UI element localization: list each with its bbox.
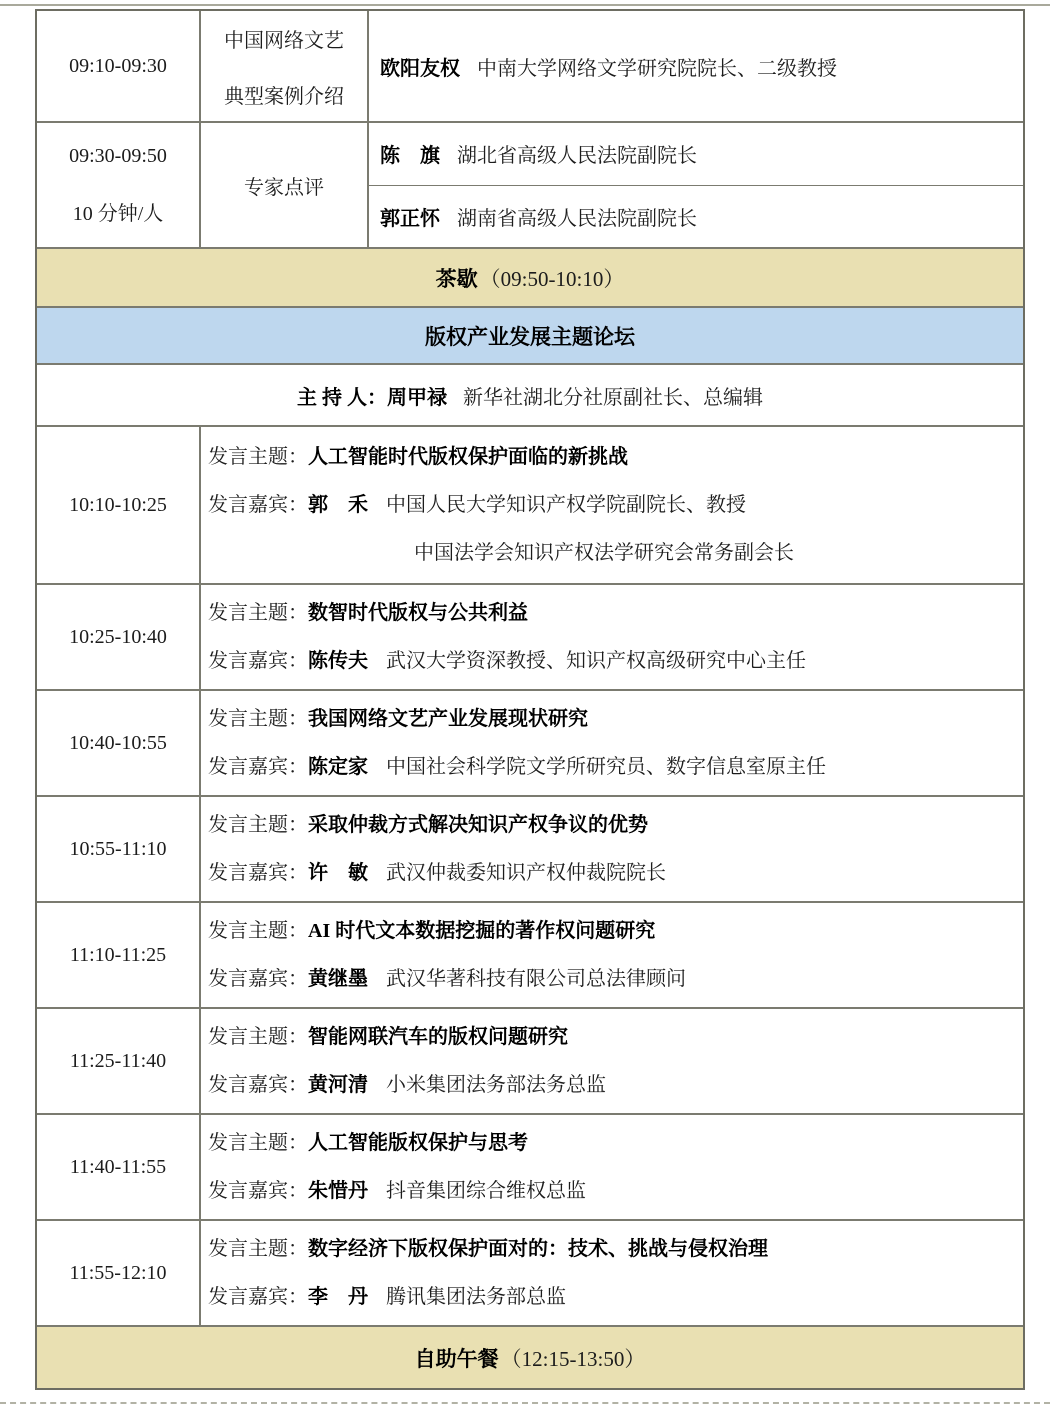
session-guest-line xyxy=(208,1178,1023,1204)
time-cell xyxy=(37,11,201,121)
session-detail-cell xyxy=(201,1115,1023,1219)
guest-name: 郭 禾 xyxy=(308,494,368,516)
guest-title: 武汉华著科技有限公司总法律顾问 xyxy=(386,968,686,990)
session-row xyxy=(37,691,1023,797)
guest-title: 抖音集团综合维权总监 xyxy=(386,1180,586,1202)
session-guest-line xyxy=(208,860,1023,886)
session-detail-cell xyxy=(201,797,1023,901)
guest-label: 发言嘉宾： xyxy=(208,968,308,990)
guest-name: 许 敏 xyxy=(308,862,368,884)
guest-title: 腾讯集团法务部总监 xyxy=(386,1286,566,1308)
topic-cell xyxy=(201,123,369,247)
session-topic: 智能网联汽车的版权问题研究 xyxy=(308,1026,568,1048)
session-topic: 我国网络文艺产业发展现状研究 xyxy=(308,708,588,730)
speaker-title: 湖南省高级人民法院副院长 xyxy=(457,207,697,230)
topic-label: 发言主题： xyxy=(208,446,308,468)
session-detail-cell xyxy=(201,1009,1023,1113)
session-time-cell xyxy=(37,1115,201,1219)
session-time: 11:55-12:10 xyxy=(69,1261,167,1284)
guest-name: 陈传夫 xyxy=(308,650,368,672)
session-row xyxy=(37,903,1023,1009)
guest-label: 发言嘉宾： xyxy=(208,1074,308,1096)
topic-line: 中国网络文艺 xyxy=(224,29,344,52)
topic-label: 发言主题： xyxy=(208,1238,308,1260)
session-time: 11:10-11:25 xyxy=(69,943,167,966)
lunch-label: 自助午餐 xyxy=(414,1346,499,1371)
host-row xyxy=(37,365,1023,427)
session-row xyxy=(37,797,1023,903)
session-guest-line xyxy=(208,754,1023,780)
session-guest-line xyxy=(208,966,1023,992)
host-name: 周甲禄 xyxy=(387,386,447,409)
guest-name: 黄继墨 xyxy=(308,968,368,990)
guest-label: 发言嘉宾： xyxy=(208,756,308,778)
topic-label: 发言主题： xyxy=(208,1132,308,1154)
session-row xyxy=(37,1221,1023,1327)
session-topic-line xyxy=(208,444,1023,470)
session-topic-line xyxy=(208,1130,1023,1156)
duration-text: 10 分钟/人 xyxy=(72,202,164,225)
row-case-intro xyxy=(37,11,1023,123)
agenda-table xyxy=(35,9,1025,1390)
session-topic: 数智时代版权与公共利益 xyxy=(308,602,528,624)
session-guest-line xyxy=(208,1072,1023,1098)
topic-label: 发言主题： xyxy=(208,602,308,624)
guest-name: 黄河清 xyxy=(308,1074,368,1096)
forum-title: 版权产业发展主题论坛 xyxy=(425,324,635,349)
guest-label: 发言嘉宾： xyxy=(208,1180,308,1202)
tea-break-band xyxy=(37,249,1023,308)
tea-break-time: （09:50-10:10） xyxy=(479,266,625,291)
guest-title: 武汉大学资深教授、知识产权高级研究中心主任 xyxy=(386,650,806,672)
session-topic-line xyxy=(208,918,1023,944)
speaker-name: 欧阳友权 xyxy=(380,57,460,80)
time-text: 09:30-09:50 xyxy=(69,144,167,167)
page-edge-line-top xyxy=(0,4,1050,6)
session-detail-cell xyxy=(201,903,1023,1007)
guest-title: 小米集团法务部法务总监 xyxy=(386,1074,606,1096)
page-edge-line-bottom xyxy=(0,1402,1050,1404)
session-time-cell xyxy=(37,797,201,901)
session-time: 10:10-10:25 xyxy=(69,493,167,516)
guest-title: 中国社会科学院文学所研究员、数字信息室原主任 xyxy=(386,756,826,778)
session-topic: 人工智能版权保护与思考 xyxy=(308,1132,528,1154)
guest-name: 李 丹 xyxy=(308,1286,368,1308)
session-time: 10:25-10:40 xyxy=(69,625,167,648)
guest-title: 中国人民大学知识产权学院副院长、教授 xyxy=(386,494,746,516)
speaker-line xyxy=(369,185,1023,248)
session-time-cell xyxy=(37,1221,201,1325)
session-guest-title-2 xyxy=(208,540,1023,566)
topic-line: 专家点评 xyxy=(244,176,324,199)
guest-label: 发言嘉宾： xyxy=(208,494,308,516)
session-time-cell xyxy=(37,427,201,583)
session-topic-line xyxy=(208,1236,1023,1262)
host-label: 主 持 人： xyxy=(297,386,387,409)
topic-line: 典型案例介绍 xyxy=(224,85,344,108)
guest-label: 发言嘉宾： xyxy=(208,1286,308,1308)
session-detail-cell xyxy=(201,1221,1023,1325)
speaker-cell xyxy=(369,11,1023,121)
session-row xyxy=(37,1115,1023,1221)
session-time-cell xyxy=(37,903,201,1007)
session-row xyxy=(37,427,1023,585)
session-guest-line xyxy=(208,492,1023,518)
topic-label: 发言主题： xyxy=(208,814,308,836)
guest-label: 发言嘉宾： xyxy=(208,862,308,884)
session-topic: 人工智能时代版权保护面临的新挑战 xyxy=(308,446,628,468)
session-detail-cell xyxy=(201,585,1023,689)
session-topic-line xyxy=(208,600,1023,626)
topic-label: 发言主题： xyxy=(208,708,308,730)
session-row xyxy=(37,585,1023,691)
speaker-name: 郭正怀 xyxy=(380,207,440,230)
guest-title: 武汉仲裁委知识产权仲裁院院长 xyxy=(386,862,666,884)
session-detail-cell xyxy=(201,427,1023,583)
speaker-title: 中南大学网络文学研究院院长、二级教授 xyxy=(477,57,837,80)
guest-name: 陈定家 xyxy=(308,756,368,778)
speaker-name: 陈 旗 xyxy=(380,145,440,168)
speaker-line xyxy=(369,123,1023,185)
tea-break-label: 茶歇 xyxy=(435,266,478,291)
lunch-band xyxy=(37,1327,1023,1388)
speaker-cell xyxy=(369,123,1023,247)
session-topic-line xyxy=(208,812,1023,838)
session-topic: 数字经济下版权保护面对的：技术、挑战与侵权治理 xyxy=(308,1238,768,1260)
guest-name: 朱惜丹 xyxy=(308,1180,368,1202)
session-time: 11:40-11:55 xyxy=(69,1155,167,1178)
topic-label: 发言主题： xyxy=(208,1026,308,1048)
session-time-cell xyxy=(37,691,201,795)
speaker-title: 湖北省高级人民法院副院长 xyxy=(457,145,697,168)
session-time: 11:25-11:40 xyxy=(69,1049,167,1072)
lunch-time: （12:15-13:50） xyxy=(500,1346,646,1371)
host-title: 新华社湖北分社原副社长、总编辑 xyxy=(463,386,763,409)
time-cell xyxy=(37,123,201,247)
session-time: 10:55-11:10 xyxy=(69,837,167,860)
session-topic-line xyxy=(208,706,1023,732)
session-detail-cell xyxy=(201,691,1023,795)
time-text: 09:10-09:30 xyxy=(69,54,167,77)
session-topic-line xyxy=(208,1024,1023,1050)
session-topic: AI 时代文本数据挖掘的著作权问题研究 xyxy=(308,920,656,942)
session-guest-line xyxy=(208,648,1023,674)
session-time-cell xyxy=(37,1009,201,1113)
session-rows xyxy=(37,427,1023,1327)
session-row xyxy=(37,1009,1023,1115)
topic-cell xyxy=(201,11,369,121)
guest-title-2: 中国法学会知识产权法学研究会常务副会长 xyxy=(414,542,794,564)
forum-title-band xyxy=(37,308,1023,365)
session-time: 10:40-10:55 xyxy=(69,731,167,754)
session-topic: 采取仲裁方式解决知识产权争议的优势 xyxy=(308,814,648,836)
session-guest-line xyxy=(208,1284,1023,1310)
session-time-cell xyxy=(37,585,201,689)
speaker-line xyxy=(369,11,1023,121)
guest-label: 发言嘉宾： xyxy=(208,650,308,672)
row-expert-review xyxy=(37,123,1023,249)
topic-label: 发言主题： xyxy=(208,920,308,942)
